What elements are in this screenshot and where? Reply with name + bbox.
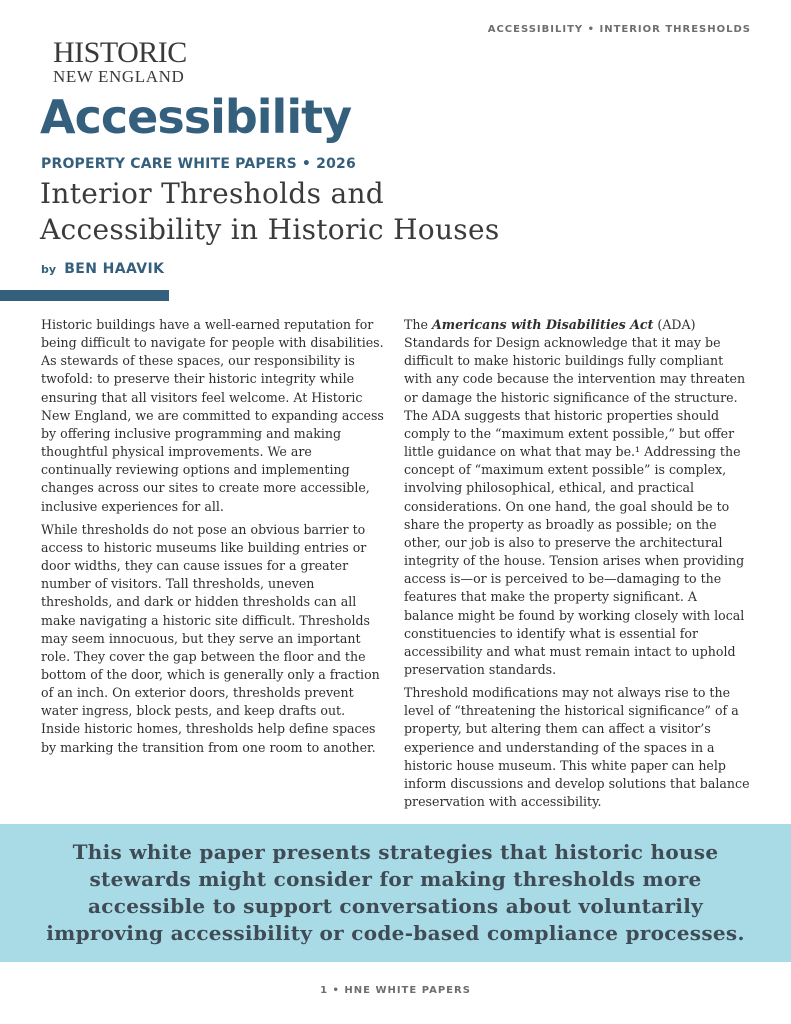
- body-column-right: [404, 316, 750, 816]
- body-paragraph: Historic buildings have a well-earned reputation for being difficult to navigate for people with disabilities. As stewards of these spaces, our responsibility is twofold: to preserve their historic integrity while ensuring that all visitors feel welcome. At Historic New England, we are committed to expanding access by offering inclusive programming and making thoughtful physical improvements. We are continually reviewing options and implementing changes across our sites to create more accessible, inclusive experiences for all.: [41, 317, 384, 514]
- byline-prefix: by: [41, 263, 57, 276]
- section-title: Accessibility: [40, 90, 352, 144]
- body-paragraph: [404, 316, 750, 679]
- act-name: Americans with Disabilities Act: [431, 317, 654, 332]
- body-text: The: [404, 317, 432, 332]
- body-text: (ADA) Standards for Design acknowledge that it may be difficult to make historic buildings fully compliant with any code because the intervention may threaten or damage the historic significance of the structure. The ADA suggests that historic properties should comply to the “maximum extent possible,” but offer little guidance on what that may be.¹ Addressing the concept of “maximum extent possible” is complex, involving philosophical, ethical, and practical considerations. On one hand, the goal should be to share the property as broadly as possible; on the other, our job is also to preserve the architectural integrity of the house. Tension arises when providing access is—or is perceived to be—damaging to the features that make the property significant. A balance might be found by working closely with local constituencies to identify what is essential for accessibility and what must remain intact to uphold preservation standards.: [404, 317, 746, 677]
- series-label: PROPERTY CARE WHITE PAPERS • 2026: [41, 156, 356, 172]
- historic-new-england-logo: [53, 38, 187, 86]
- byline: [41, 261, 164, 277]
- running-header: ACCESSIBILITY • INTERIOR THRESHOLDS: [487, 24, 751, 35]
- callout-banner: [0, 824, 791, 962]
- body-paragraph: Threshold modifications may not always rise to the level of “threatening the historical significance” of a property, but altering them can affect a visitor’s experience and understanding of the spaces in a historic house museum. This white paper can help inform discussions and develop solutions that balance preservation with accessibility.: [404, 685, 750, 810]
- logo-line-1: HISTORIC: [53, 36, 187, 69]
- paper-title-line-2: Accessibility in Historic Houses: [40, 213, 500, 246]
- callout-text: This white paper presents strategies that historic house stewards might consider for making thresholds more accessible to support conversations about voluntarily improving accessibility or code-based compliance processes.: [46, 840, 745, 945]
- page-footer: 1 • HNE WHITE PAPERS: [320, 985, 471, 996]
- body-paragraph: While thresholds do not pose an obvious barrier to access to historic museums like building entries or door widths, they can cause issues for a greater number of visitors. Tall thresholds, uneven thresholds, and dark or hidden thresholds can all make navigating a historic site difficult. Thresholds may seem innocuous, but they serve an important role. They cover the gap between the floor and the bottom of the door, which is generally only a fraction of an inch. On exterior doors, thresholds prevent water ingress, block pests, and keep drafts out. Inside historic homes, thresholds help define spaces by marking the transition from one room to another.: [41, 521, 380, 755]
- author-name: BEN HAAVIK: [64, 261, 165, 277]
- logo-line-2: NEW ENGLAND: [53, 67, 185, 86]
- paper-title: [40, 176, 600, 248]
- paper-title-line-1: Interior Thresholds and: [40, 177, 385, 210]
- body-column-left: [41, 316, 384, 762]
- accent-bar: [0, 290, 169, 301]
